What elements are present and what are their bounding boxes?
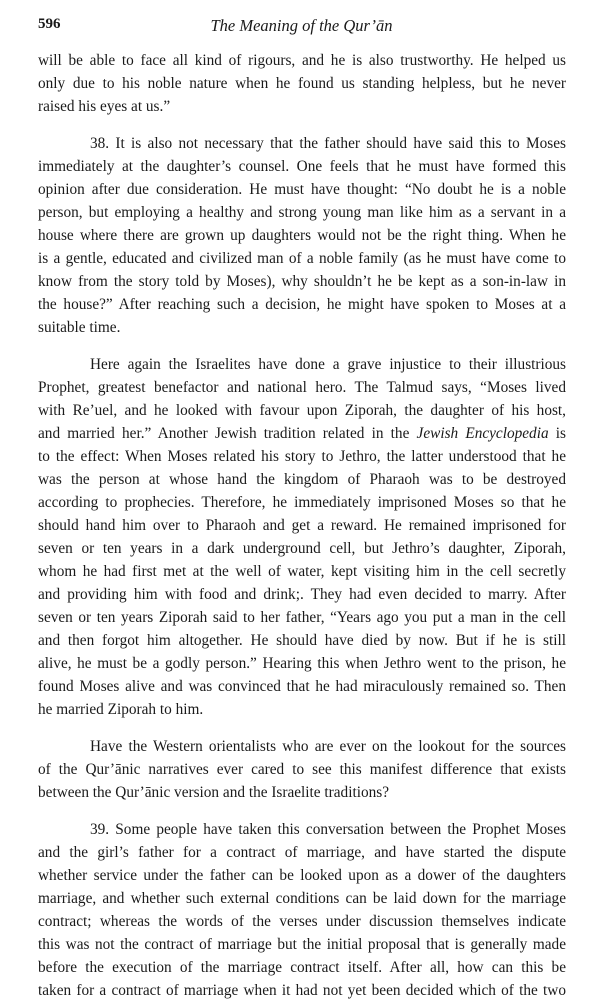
text-line: with Re’uel, and he looked with favour upon Ziporah, the daughter of his host, (38, 402, 566, 419)
text-line: house where there are grown up daughters would not be the right thing. When he (38, 227, 566, 244)
paragraph-gap (38, 804, 566, 818)
text-line: found Moses alive and was convinced that he had miraculously remained so. Then (38, 678, 566, 695)
page-number: 596 (38, 16, 61, 32)
running-title: The Meaning of the Qur’ān (210, 16, 393, 35)
text-line: and providing him with food and drink;. They had even decided to marry. After (38, 586, 566, 603)
text-line: whom he had first met at the well of water, kept visiting him in the cell secretly (38, 563, 566, 580)
text-line: between the Qur’ānic version and the Israelite traditions? (38, 784, 389, 801)
paragraph-gap (38, 118, 566, 132)
text-line: to the effect: When Moses related his story to Jethro, the latter understood that he (38, 448, 566, 465)
page-body (38, 49, 566, 1002)
paragraph-gap (38, 339, 566, 353)
paragraph-continuation (38, 49, 566, 118)
text-line: suitable time. (38, 319, 121, 336)
text-line: alive, he must be a godly person.” Hearing this when Jethro went to the prison, he (38, 655, 566, 672)
text-line: before the execution of the marriage contract itself. After all, how can this be (38, 959, 566, 976)
text-line: only due to his noble nature when he found us standing helpless, but he never (38, 75, 566, 92)
text-line: seven or ten years in a dark underground cell, but Jethro’s daughter, Ziporah, (38, 540, 566, 557)
text-line: he married Ziporah to him. (38, 701, 204, 718)
text-line: opinion after due consideration. He must have thought: “No doubt he is a noble (38, 181, 566, 198)
text-line: Prophet, greatest benefactor and national hero. The Talmud says, “Moses lived (38, 379, 566, 396)
text-line: should hand him over to Pharaoh and get a reward. He remained imprisoned for (38, 517, 566, 534)
text-line: seven or ten years Ziporah said to her father, “Years ago you put a man in the cell (38, 609, 566, 626)
text-line: taken for a contract of marriage when it had not yet been decided which of the two (38, 982, 566, 999)
text-line: and the girl’s father for a contract of marriage, and have started the dispute (38, 844, 566, 861)
paragraph-para-38 (38, 132, 566, 339)
text-line: Here again the Israelites have done a grave injustice to their illustrious (90, 356, 566, 373)
paragraph-para-israelites (38, 353, 566, 721)
italic-title: Jewish Encyclopedia (416, 425, 549, 442)
text-line: contract; whereas the words of the verses under discussion themselves indicate (38, 913, 566, 930)
text-line: the house?” After reaching such a decision, he might have spoken to Moses at a (38, 296, 566, 313)
text-line: know from the story told by Moses), why shouldn’t he be kept as a son-in-law in (38, 273, 566, 290)
text-line: is a gentle, educated and civilized man of a noble family (as he must have come to (38, 250, 566, 267)
text-line: 38. It is also not necessary that the father should have said this to Moses (90, 135, 566, 152)
text-line: immediately at the daughter’s counsel. One feels that he must have formed this (38, 158, 566, 175)
text-line: 39. Some people have taken this conversation between the Prophet Moses (90, 821, 566, 838)
text-line: raised his eyes at us.” (38, 98, 171, 115)
text-line: and then forgot him altogether. He should have died by now. But if he is still (38, 632, 566, 649)
paragraph-gap (38, 721, 566, 735)
text-line: will be able to face all kind of rigours, and he is also trustworthy. He helped us (38, 52, 566, 69)
text-line: this was not the contract of marriage but the initial proposal that is generally made (38, 936, 566, 953)
text-line: person, but employing a healthy and strong young man like him as a servant in a (38, 204, 566, 221)
text-line: Have the Western orientalists who are ever on the lookout for the sources (90, 738, 566, 755)
text-line: whether service under the father can be looked upon as a dower of the daughters (38, 867, 566, 884)
text-line: of the Qur’ānic narratives ever cared to see this manifest difference that exists (38, 761, 566, 778)
paragraph-para-39 (38, 818, 566, 1002)
text-line: marriage, and whether such external conditions can be laid down for the marriage (38, 890, 566, 907)
page-header (38, 16, 565, 40)
text-line: and married her.” Another Jewish tradition related in the Jewish Encyclopedia is (38, 425, 566, 442)
text-line: was the person at whose hand the kingdom of Pharaoh was to be destroyed (38, 471, 566, 488)
text-line: according to prophecies. Therefore, he immediately imprisoned Moses so that he (38, 494, 566, 511)
paragraph-para-orientalists (38, 735, 566, 804)
